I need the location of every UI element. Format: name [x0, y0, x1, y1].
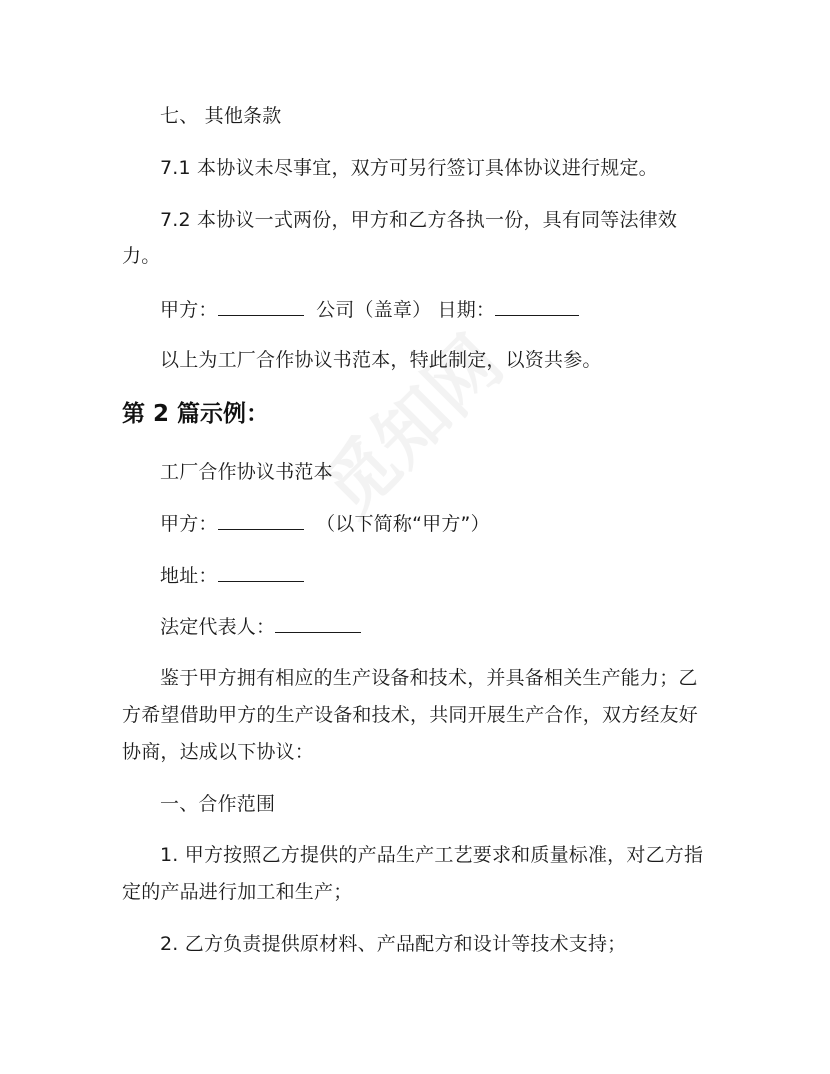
item-2: 2. 乙方负责提供原材料、产品配方和设计等技术支持；: [160, 933, 627, 955]
example-2-heading: 第 2 篇示例：: [122, 401, 270, 427]
sign-party-label: 甲方：: [160, 299, 218, 321]
party-a-blank: [218, 511, 304, 530]
clause-7-2-line1: 7.2 本协议一式两份，甲方和乙方各执一份，具有同等法律效: [160, 209, 678, 231]
legal-rep-label: 法定代表人：: [160, 616, 276, 638]
section-1-title: 一、合作范围: [160, 793, 276, 815]
party-a-line: [160, 511, 490, 536]
doc-title: 工厂合作协议书范本: [160, 461, 333, 483]
watermark: [295, 309, 521, 535]
address-blank: [218, 563, 304, 582]
party-a-label: 甲方：: [160, 513, 218, 535]
party-blank: [218, 297, 304, 316]
preamble-line3: 协商，达成以下协议：: [122, 741, 315, 763]
closing-statement: 以上为工厂合作协议书范本，特此制定，以资共参。: [160, 349, 602, 371]
preamble-line2: 方希望借助甲方的生产设备和技术，共同开展生产合作，双方经友好: [122, 704, 699, 726]
date-blank: [495, 297, 579, 316]
party-a-suffix: （以下简称“甲方”）: [316, 513, 490, 535]
legal-rep-blank: [275, 614, 361, 633]
sign-company-label: 公司（盖章） 日期：: [316, 299, 496, 321]
preamble-line1: 鉴于甲方拥有相应的生产设备和技术，并具备相关生产能力；乙: [160, 667, 698, 689]
signature-line: [160, 297, 579, 322]
address-label: 地址：: [160, 565, 218, 587]
address-line: [160, 563, 304, 588]
item-1-line2: 定的产品进行加工和生产；: [122, 881, 353, 903]
legal-rep-line: [160, 614, 361, 639]
clause-7-1: 7.1 本协议未尽事宜，双方可另行签订具体协议进行规定。: [160, 157, 658, 179]
item-1-line1: 1. 甲方按照乙方提供的产品生产工艺要求和质量标准，对乙方指: [160, 844, 704, 866]
section-7-title: 七、 其他条款: [160, 105, 282, 127]
clause-7-2-line2: 力。: [122, 245, 161, 267]
